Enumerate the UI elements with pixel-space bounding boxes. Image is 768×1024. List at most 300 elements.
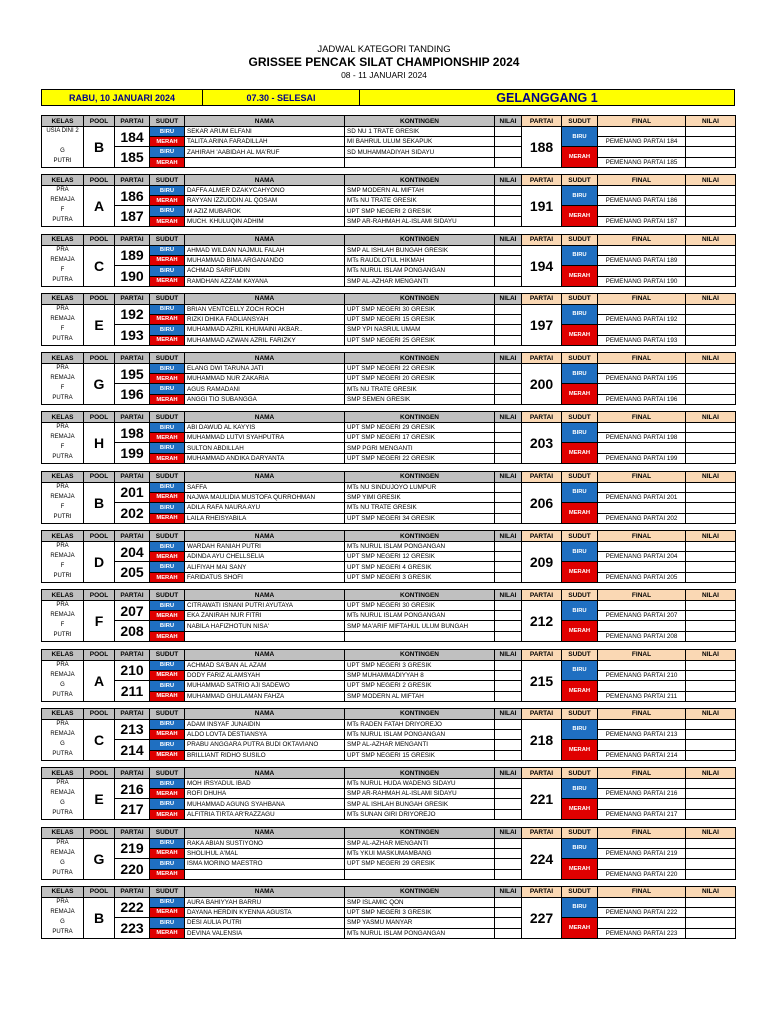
score-cell [495, 276, 522, 286]
athlete-name: BRILLIANT RIDHO SUSILO [185, 750, 345, 760]
final-score-cell [686, 265, 736, 276]
final-slot [598, 542, 686, 552]
match-number: 207 [115, 601, 150, 621]
class-line: PUTRA [52, 869, 73, 876]
team-name: MTs NU TRATE GRESIK [345, 384, 495, 395]
team-name: UPT SMP NEGERI 15 GRESIK [345, 314, 495, 324]
final-match-number: 212 [522, 601, 562, 642]
final-match-number: 191 [522, 186, 562, 227]
class-line [42, 137, 83, 147]
column-header-kontingen: KONTINGEN [345, 590, 495, 601]
final-score-cell [686, 691, 736, 701]
column-header-partai2: PARTAI [522, 175, 562, 186]
column-header-pool: POOL [84, 708, 115, 719]
score-cell [495, 245, 522, 255]
athlete-name: MUHAMMAD LUTVI SYAHPUTRA [185, 433, 345, 443]
athlete-name: SHOLIHUL A'MAL [185, 848, 345, 858]
merah-corner-label: MERAH [150, 750, 185, 760]
column-header-final: FINAL [598, 827, 686, 838]
final-score-cell [686, 482, 736, 492]
team-name: UPT SMP NEGERI 12 GRESIK [345, 552, 495, 562]
athlete-name: SAFFA [185, 482, 345, 492]
match-number: 198 [115, 423, 150, 443]
match-block [41, 115, 735, 167]
column-header-partai2: PARTAI [522, 649, 562, 660]
merah-corner-label: MERAH [150, 158, 185, 168]
pool-letter: G [84, 838, 115, 879]
score-cell [495, 255, 522, 265]
final-score-cell [686, 573, 736, 583]
match-number: 184 [115, 127, 150, 147]
column-header-sudut2: SUDUT [562, 175, 598, 186]
score-cell [495, 611, 522, 621]
team-name: SMP AL ISHLAH BUNGAH GRESIK [345, 245, 495, 255]
final-match-number: 203 [522, 423, 562, 464]
class-line: REMAJA [50, 493, 75, 500]
team-name: UPT SMP NEGERI 15 GRESIK [345, 750, 495, 760]
team-name [345, 632, 495, 642]
score-cell [495, 502, 522, 513]
column-header-sudut: SUDUT [150, 531, 185, 542]
class-line: REMAJA [50, 730, 75, 737]
final-biru-corner-label: BIRU [562, 186, 598, 206]
biru-corner-label: BIRU [150, 206, 185, 217]
pool-letter: H [84, 423, 115, 464]
class-line: REMAJA [50, 908, 75, 915]
athlete-name: ADINDA AYU CHELLSELIA [185, 552, 345, 562]
final-score-cell [686, 928, 736, 938]
final-score-cell [686, 255, 736, 265]
match-number: 219 [115, 838, 150, 858]
column-header-final: FINAL [598, 175, 686, 186]
column-header-pool: POOL [84, 649, 115, 660]
match-number: 201 [115, 482, 150, 502]
athlete-name: ACHMAD SARIFUDIN [185, 265, 345, 276]
column-header-sudut: SUDUT [150, 886, 185, 897]
final-slot: PEMENANG PARTAI 199 [598, 454, 686, 464]
final-slot: PEMENANG PARTAI 223 [598, 928, 686, 938]
class-line: PUTRA [52, 750, 73, 757]
final-score-cell [686, 660, 736, 670]
final-merah-corner-label: MERAH [562, 265, 598, 286]
final-match-number: 221 [522, 779, 562, 820]
column-header-kelas: KELAS [42, 768, 84, 779]
final-score-cell [686, 799, 736, 810]
team-name: MTs SUNAN GIRI DRIYOREJO [345, 810, 495, 820]
team-name: UPT SMP NEGERI 25 GRESIK [345, 335, 495, 345]
column-header-nama: NAMA [185, 886, 345, 897]
class-line: PRA [56, 187, 69, 194]
class-line: F [60, 325, 65, 332]
column-header-nilai2: NILAI [686, 886, 736, 897]
score-cell [495, 395, 522, 405]
athlete-name: DAFFA ALMER DZAKYCAHYONO [185, 186, 345, 196]
team-name: MTs RAUDLOTUL HIKMAH [345, 255, 495, 265]
column-header-nilai: NILAI [495, 708, 522, 719]
athlete-name: AGUS RAMADANI [185, 384, 345, 395]
class-category [42, 127, 84, 168]
column-header-nilai: NILAI [495, 768, 522, 779]
column-header-nilai: NILAI [495, 293, 522, 304]
column-header-partai: PARTAI [115, 175, 150, 186]
merah-corner-label: MERAH [150, 433, 185, 443]
final-slot [598, 186, 686, 196]
athlete-name: SULTON ABDILLAH [185, 443, 345, 454]
score-cell [495, 789, 522, 799]
match-block [41, 827, 735, 879]
pool-letter: D [84, 542, 115, 583]
biru-corner-label: BIRU [150, 304, 185, 314]
score-cell [495, 443, 522, 454]
schedule-subtitle: JADWAL KATEGORI TANDING [317, 44, 451, 55]
athlete-name: RAYYAN IZZUDDIN AL QOSAM [185, 196, 345, 206]
match-block [41, 767, 735, 819]
final-score-cell [686, 374, 736, 384]
column-header-nilai2: NILAI [686, 827, 736, 838]
final-score-cell [686, 729, 736, 739]
final-slot [598, 206, 686, 217]
merah-corner-label: MERAH [150, 848, 185, 858]
match-number: 220 [115, 858, 150, 879]
session-date: RABU, 10 JANUARI 2024 [42, 90, 203, 105]
final-score-cell [686, 513, 736, 523]
match-number: 217 [115, 799, 150, 820]
championship-title: GRISSEE PENCAK SILAT CHAMPIONSHIP 2024 [248, 55, 520, 69]
column-header-final: FINAL [598, 649, 686, 660]
team-name: MTs NURUL ISLAM PONGANGAN [345, 729, 495, 739]
team-name: MTs RADEN FATAH DRIYOREJO [345, 719, 495, 729]
final-slot: PEMENANG PARTAI 214 [598, 750, 686, 760]
column-header-kelas: KELAS [42, 234, 84, 245]
athlete-name: FARIDATUS SHOFI [185, 573, 345, 583]
final-biru-corner-label: BIRU [562, 423, 598, 443]
athlete-name: MUHAMMAD SATRIO AJI SADEWO [185, 680, 345, 691]
merah-corner-label: MERAH [150, 810, 185, 820]
class-category [42, 601, 84, 642]
column-header-partai: PARTAI [115, 293, 150, 304]
athlete-name: MUHAMMAD GHULAMAN FAHZA [185, 691, 345, 701]
column-header-sudut: SUDUT [150, 412, 185, 423]
column-header-partai: PARTAI [115, 708, 150, 719]
team-name: SMP MODERN AL MIFTAH [345, 691, 495, 701]
final-slot [598, 245, 686, 255]
final-slot [598, 660, 686, 670]
column-header-kontingen: KONTINGEN [345, 175, 495, 186]
column-header-nama: NAMA [185, 353, 345, 364]
team-name: SMP SEMEN GRESIK [345, 395, 495, 405]
class-line: PRA [56, 839, 69, 846]
column-header-sudut: SUDUT [150, 175, 185, 186]
team-name: SMP AL ISHLAH BUNGAH GRESIK [345, 799, 495, 810]
final-match-number: 209 [522, 542, 562, 583]
athlete-name: ALIFIYAH MAI SANY [185, 562, 345, 573]
column-header-nilai: NILAI [495, 471, 522, 482]
final-slot: PEMENANG PARTAI 184 [598, 137, 686, 147]
score-cell [495, 314, 522, 324]
class-line: PUTRA [52, 454, 73, 461]
final-score-cell [686, 454, 736, 464]
session-time: 07.30 - SELESAI [203, 90, 360, 105]
class-line: PUTRA [52, 276, 73, 283]
final-slot [598, 127, 686, 137]
class-category [42, 482, 84, 523]
final-match-number: 215 [522, 660, 562, 701]
final-merah-corner-label: MERAH [562, 206, 598, 227]
class-category [42, 897, 84, 938]
athlete-name: MOH IRSYADUL IBAD [185, 779, 345, 789]
match-number: 202 [115, 502, 150, 523]
final-slot [598, 502, 686, 513]
column-header-nilai2: NILAI [686, 353, 736, 364]
column-header-nilai2: NILAI [686, 708, 736, 719]
class-line: REMAJA [50, 671, 75, 678]
score-cell [495, 680, 522, 691]
merah-corner-label: MERAH [150, 255, 185, 265]
team-name: UPT SMP NEGERI 17 GRESIK [345, 433, 495, 443]
class-line: PUTRA [52, 395, 73, 402]
biru-corner-label: BIRU [150, 423, 185, 433]
final-merah-corner-label: MERAH [562, 621, 598, 642]
final-slot [598, 482, 686, 492]
score-cell [495, 147, 522, 158]
athlete-name: ADILA RAFA NAURA AYU [185, 502, 345, 513]
column-header-sudut: SUDUT [150, 234, 185, 245]
team-name: MTs NU TRATE GRESIK [345, 196, 495, 206]
match-number: 214 [115, 739, 150, 760]
class-line: PRA [56, 720, 69, 727]
column-header-partai: PARTAI [115, 531, 150, 542]
match-number: 193 [115, 324, 150, 345]
class-line: PUTRI [53, 632, 72, 639]
athlete-name: RAMDHAN AZZAM KAYANA [185, 276, 345, 286]
team-name: UPT SMP NEGERI 4 GRESIK [345, 562, 495, 573]
final-score-cell [686, 304, 736, 314]
column-header-nilai: NILAI [495, 412, 522, 423]
athlete-name: TALITA ARINA FARADILLAH [185, 137, 345, 147]
match-block [41, 708, 735, 760]
athlete-name: LAILA RHEISYABILA [185, 513, 345, 523]
column-header-sudut: SUDUT [150, 708, 185, 719]
class-line: F [60, 385, 65, 392]
biru-corner-label: BIRU [150, 680, 185, 691]
column-header-kontingen: KONTINGEN [345, 827, 495, 838]
final-slot: PEMENANG PARTAI 193 [598, 335, 686, 345]
pool-letter: F [84, 601, 115, 642]
merah-corner-label: MERAH [150, 454, 185, 464]
final-slot: PEMENANG PARTAI 189 [598, 255, 686, 265]
column-header-sudut2: SUDUT [562, 827, 598, 838]
score-cell [495, 562, 522, 573]
team-name: MTs NU SINDUJOYO LUMPUR [345, 482, 495, 492]
final-score-cell [686, 739, 736, 750]
column-header-final: FINAL [598, 234, 686, 245]
column-header-sudut: SUDUT [150, 649, 185, 660]
class-category [42, 304, 84, 345]
column-header-partai: PARTAI [115, 412, 150, 423]
column-header-partai2: PARTAI [522, 531, 562, 542]
biru-corner-label: BIRU [150, 858, 185, 869]
class-line: G [60, 800, 65, 807]
match-block [41, 649, 735, 701]
column-header-nilai: NILAI [495, 590, 522, 601]
merah-corner-label: MERAH [150, 335, 185, 345]
final-slot [598, 265, 686, 276]
column-header-nilai2: NILAI [686, 768, 736, 779]
class-line: REMAJA [50, 256, 75, 263]
column-header-sudut2: SUDUT [562, 886, 598, 897]
final-score-cell [686, 314, 736, 324]
score-cell [495, 670, 522, 680]
biru-corner-label: BIRU [150, 779, 185, 789]
biru-corner-label: BIRU [150, 719, 185, 729]
column-header-nama: NAMA [185, 116, 345, 127]
team-name: SMP MUHAMMADIYYAH 8 [345, 670, 495, 680]
final-score-cell [686, 810, 736, 820]
team-name: SMP YPI NASRUL UMAM [345, 324, 495, 335]
biru-corner-label: BIRU [150, 245, 185, 255]
team-name: SMP AR-RAHMAH AL-ISLAMI SIDAYU [345, 217, 495, 227]
class-line: REMAJA [50, 375, 75, 382]
column-header-nilai2: NILAI [686, 293, 736, 304]
score-cell [495, 542, 522, 552]
score-cell [495, 739, 522, 750]
final-biru-corner-label: BIRU [562, 838, 598, 858]
score-cell [495, 513, 522, 523]
athlete-name: ALFITRIA TIRTA AR'RAZZAGU [185, 810, 345, 820]
athlete-name: DODY FARIZ ALAMSYAH [185, 670, 345, 680]
match-number: 223 [115, 917, 150, 938]
final-slot: PEMENANG PARTAI 222 [598, 907, 686, 917]
merah-corner-label: MERAH [150, 374, 185, 384]
class-line: PRA [56, 898, 69, 905]
column-header-sudut2: SUDUT [562, 768, 598, 779]
class-line: REMAJA [50, 612, 75, 619]
pool-letter: B [84, 127, 115, 168]
team-name: SD MUHAMMADIYAH SIDAYU [345, 147, 495, 158]
final-score-cell [686, 779, 736, 789]
match-block [41, 234, 735, 286]
class-line: PRA [56, 365, 69, 372]
pool-letter: E [84, 304, 115, 345]
column-header-final: FINAL [598, 116, 686, 127]
final-score-cell [686, 443, 736, 454]
final-score-cell [686, 206, 736, 217]
class-category [42, 245, 84, 286]
athlete-name: CITRAWATI ISNANI PUTRI AYUTAYA [185, 601, 345, 611]
class-line: PRA [56, 424, 69, 431]
class-category [42, 423, 84, 464]
column-header-partai: PARTAI [115, 886, 150, 897]
column-header-nilai: NILAI [495, 353, 522, 364]
column-header-sudut2: SUDUT [562, 708, 598, 719]
final-slot: PEMENANG PARTAI 201 [598, 492, 686, 502]
column-header-nilai2: NILAI [686, 649, 736, 660]
team-name: SMP YASMU MANYAR [345, 917, 495, 928]
class-line: F [60, 444, 65, 451]
merah-corner-label: MERAH [150, 552, 185, 562]
column-header-nilai2: NILAI [686, 116, 736, 127]
column-header-sudut2: SUDUT [562, 412, 598, 423]
athlete-name: ALDO LOVTA DESTIANSYA [185, 729, 345, 739]
class-line: F [60, 503, 65, 510]
class-line: REMAJA [50, 197, 75, 204]
class-category [42, 779, 84, 820]
pool-letter: B [84, 482, 115, 523]
final-slot: PEMENANG PARTAI 219 [598, 848, 686, 858]
final-slot: PEMENANG PARTAI 187 [598, 217, 686, 227]
class-line: PRA [56, 543, 69, 550]
biru-corner-label: BIRU [150, 265, 185, 276]
merah-corner-label: MERAH [150, 611, 185, 621]
column-header-kelas: KELAS [42, 649, 84, 660]
final-score-cell [686, 632, 736, 642]
final-slot [598, 680, 686, 691]
score-cell [495, 719, 522, 729]
final-slot: PEMENANG PARTAI 213 [598, 729, 686, 739]
column-header-pool: POOL [84, 471, 115, 482]
match-blocks [41, 115, 735, 945]
column-header-partai: PARTAI [115, 827, 150, 838]
column-header-kontingen: KONTINGEN [345, 649, 495, 660]
column-header-nama: NAMA [185, 827, 345, 838]
session-bar [41, 89, 735, 106]
column-header-partai: PARTAI [115, 353, 150, 364]
final-match-number: 188 [522, 127, 562, 168]
final-slot [598, 719, 686, 729]
team-name: UPT SMP NEGERI 29 GRESIK [345, 423, 495, 433]
final-score-cell [686, 433, 736, 443]
column-header-kontingen: KONTINGEN [345, 886, 495, 897]
column-header-final: FINAL [598, 293, 686, 304]
class-line: G [60, 918, 65, 925]
class-category [42, 364, 84, 405]
final-slot: PEMENANG PARTAI 185 [598, 158, 686, 168]
column-header-pool: POOL [84, 234, 115, 245]
team-name: SMP MA'ARIF MIFTAHUL ULUM BUNGAH [345, 621, 495, 632]
class-line: PUTRA [52, 217, 73, 224]
final-slot [598, 384, 686, 395]
final-slot: PEMENANG PARTAI 204 [598, 552, 686, 562]
column-header-nama: NAMA [185, 175, 345, 186]
score-cell [495, 127, 522, 137]
score-cell [495, 374, 522, 384]
match-number: 211 [115, 680, 150, 701]
column-header-kelas: KELAS [42, 412, 84, 423]
class-line: PRA [56, 305, 69, 312]
team-name [345, 869, 495, 879]
athlete-name: ROFI DHUHA [185, 789, 345, 799]
final-slot: PEMENANG PARTAI 196 [598, 395, 686, 405]
final-slot [598, 324, 686, 335]
biru-corner-label: BIRU [150, 799, 185, 810]
final-score-cell [686, 364, 736, 374]
match-number: 210 [115, 660, 150, 680]
score-cell [495, 897, 522, 907]
final-slot [598, 423, 686, 433]
team-name: UPT SMP NEGERI 29 GRESIK [345, 858, 495, 869]
team-name: SMP PGRI MENGANTI [345, 443, 495, 454]
final-slot [598, 562, 686, 573]
biru-corner-label: BIRU [150, 482, 185, 492]
merah-corner-label: MERAH [150, 729, 185, 739]
column-header-nama: NAMA [185, 649, 345, 660]
final-score-cell [686, 196, 736, 206]
column-header-kontingen: KONTINGEN [345, 353, 495, 364]
column-header-final: FINAL [598, 353, 686, 364]
final-score-cell [686, 680, 736, 691]
score-cell [495, 423, 522, 433]
column-header-nilai: NILAI [495, 234, 522, 245]
